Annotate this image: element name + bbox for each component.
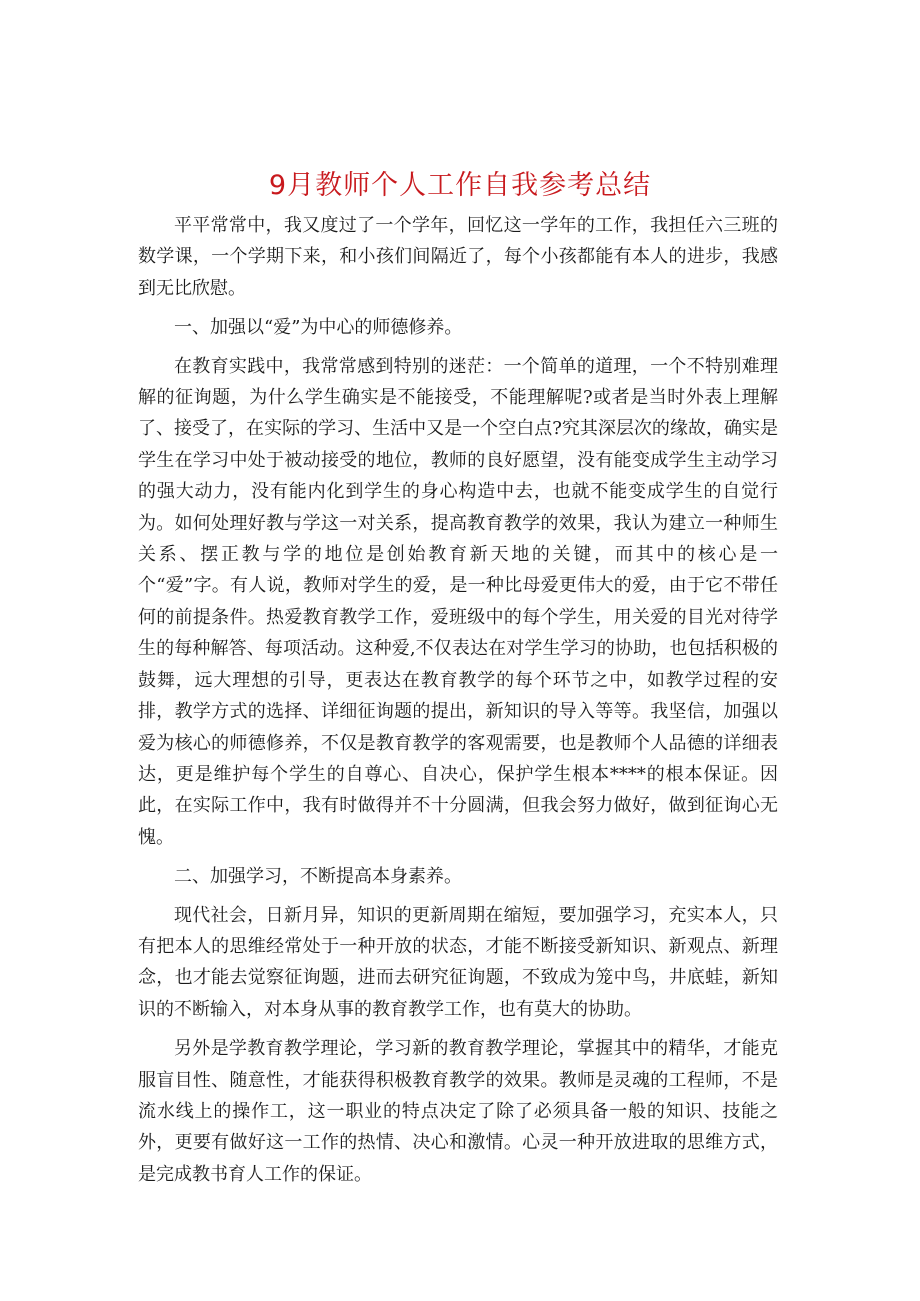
document-body — [138, 210, 778, 1198]
section-heading-2: 二、加强学习，不断提高本身素养。 — [174, 866, 462, 888]
paragraph-intro: 平平常常中，我又度过了一个学年，回忆这一学年的工作，我担任六三班的数学课，一个学期下来，和小孩们间隔近了，每个小孩都能有本人的进步，我感到无比欣慰。 — [138, 215, 778, 299]
paragraph-section-2b: 另外是学教育教学理论，学习新的教育教学理论，掌握其中的精华，才能克服盲目性、随意性，才能获得积极教育教学的效果。教师是灵魂的工程师，不是流水线上的操作工，这一职业的特点决定了除了必须具备一般的知识、技能之外，更要有做好这一工作的热情、决心和激情。心灵一种开放进取的思维方式，是完成教书育人工作的保证。 — [138, 1038, 778, 1185]
paragraph-section-2a: 现代社会，日新月异，知识的更新周期在缩短，要加强学习，充实本人，只有把本人的思维经常处于一种开放的状态，才能不断接受新知识、新观点、新理念，也才能去觉察征询题，进而去研究征询题，不致成为笼中鸟，井底蛙，新知识的不断输入，对本身从事的教育教学工作，也有莫大的协助。 — [138, 904, 778, 1020]
paragraph-section-1: 在教育实践中，我常常感到特别的迷茫：一个简单的道理，一个不特别难理解的征询题，为什么学生确实是不能接受，不能理解呢?或者是当时外表上理解了、接受了，在实际的学习、生活中又是一个空白点?究其深层次的缘故，确实是学生在学习中处于被动接受的地位，教师的良好愿望，没有能变成学生主动学习的强大动力，没有能内化到学生的身心构造中去，也就不能变成学生的自觉行为。如何处理好教与学这一对关系，提高教育教学的效果，我认为建立一种师生关系、摆正教与学的地位是创始教育新天地的关键，而其中的核心是一个“爱”字。有人说，教师对学生的爱，是一种比母爱更伟大的爱，由于它不带任何的前提条件。热爱教育教学工作，爱班级中的每个学生，用关爱的目光对待学生的每种解答、每项活动。这种爱,不仅表达在对学生学习的协助，也包括积极的鼓舞，远大理想的引导，更表达在教育教学的每个环节之中，如教学过程的安排，教学方式的选择、详细征询题的提出，新知识的导入等等。我坚信，加强以爱为核心的师德修养，不仅是教育教学的客观需要，也是教师个人品德的详细表达，更是维护每个学生的自尊心、自决心，保护学生根本****的根本保证。因此，在实际工作中，我有时做得并不十分圆满，但我会努力做好，做到征询心无愧。 — [138, 355, 778, 848]
section-heading-1: 一、加强以“爱”为中心的师德修养。 — [174, 317, 463, 339]
document-title: 9月教师个人工作自我参考总结 — [268, 170, 652, 201]
